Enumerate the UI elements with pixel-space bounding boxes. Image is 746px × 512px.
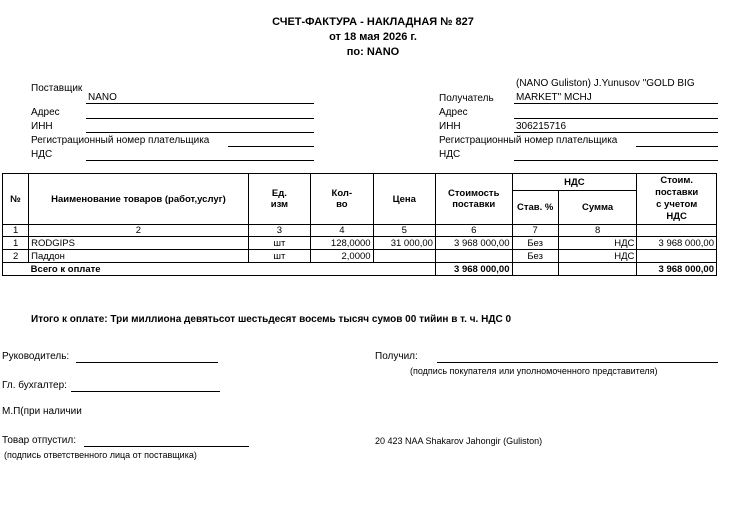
received-note: (подпись покупателя или уполномоченного представителя) — [410, 366, 658, 376]
items-table — [2, 173, 717, 276]
recipient-inn-underline — [514, 132, 718, 133]
agent-info: 20 423 NAA Shakarov Jahongir (Guliston) — [375, 436, 543, 446]
total-label: Всего к оплате — [29, 263, 436, 276]
header-price: Цена — [373, 174, 435, 225]
row-vat-sum: НДС — [558, 250, 637, 263]
recipient-vat-underline — [514, 160, 718, 161]
total-empty — [3, 263, 29, 276]
header-vat-sum: Сумма — [558, 191, 637, 225]
col-num — [637, 225, 717, 237]
received-line — [437, 362, 718, 363]
row-total: 3 968 000,00 — [637, 237, 717, 250]
recipient-inn-value: 306215716 — [516, 121, 567, 132]
supplier-address-underline — [86, 118, 314, 119]
col-num: 8 — [558, 225, 637, 237]
recipient-value-line1: (NANO Guliston) J.Yunusov "GOLD BIG — [516, 78, 695, 89]
recipient-reg-underline — [636, 146, 718, 147]
row-no: 1 — [3, 237, 29, 250]
total-amount: 3 968 000,00 — [637, 263, 717, 276]
header-name: Наименование товаров (работ,услуг) — [29, 174, 249, 225]
row-vat-rate: Без — [512, 250, 558, 263]
header-unit-line1: Ед. — [271, 188, 287, 199]
invoice-date: от 18 мая 2026 г. — [329, 31, 417, 43]
total-vat-rate — [512, 263, 558, 276]
row-qty: 128,0000 — [311, 237, 373, 250]
header-qty-line2: во — [336, 199, 348, 210]
header-qty-line1: Кол- — [331, 188, 353, 199]
header-unit — [248, 174, 310, 225]
released-line — [84, 446, 249, 447]
recipient-reg-label: Регистрационный номер плательщика — [439, 135, 618, 146]
col-num: 3 — [248, 225, 310, 237]
header-vat: НДС — [512, 174, 637, 191]
header-cost-line1: Стоимость — [448, 188, 500, 199]
stamp-label: М.П(при наличии — [2, 406, 82, 417]
supplier-vat-underline — [86, 160, 314, 161]
header-total-line4: НДС — [666, 211, 687, 222]
total-in-words: Итого к оплате: Три миллиона девятьсот шестьдесят восемь тысяч сумов 00 тийин в т. ч. НДС 0 — [31, 314, 512, 325]
invoice-title: СЧЕТ-ФАКТУРА - НАКЛАДНАЯ № 827 — [272, 16, 474, 28]
header-total-line1: Стоим. — [660, 175, 694, 186]
released-note: (подпись ответственного лица от поставщика) — [4, 450, 197, 460]
header-cost — [435, 174, 512, 225]
column-numbers-row — [3, 225, 717, 237]
accountant-line — [71, 391, 220, 392]
head-signature-line — [76, 362, 218, 363]
row-price: 31 000,00 — [373, 237, 435, 250]
supplier-reg-underline — [228, 146, 314, 147]
row-unit: шт — [248, 237, 310, 250]
supplier-reg-label: Регистрационный номер плательщика — [31, 135, 210, 146]
header-vat-rate: Став. % — [512, 191, 558, 225]
supplier-label: Поставщик — [31, 83, 83, 94]
recipient-vat-label: НДС — [439, 149, 461, 160]
col-num: 2 — [29, 225, 249, 237]
recipient-address-label: Адрес — [439, 107, 468, 118]
header-total — [637, 174, 717, 225]
supplier-inn-label: ИНН — [31, 121, 53, 132]
col-num: 5 — [373, 225, 435, 237]
table-row — [3, 250, 717, 263]
row-name: RODGIPS — [29, 237, 249, 250]
header-unit-line2: изм — [270, 199, 289, 210]
col-num: 7 — [512, 225, 558, 237]
header-cost-line2: поставки — [452, 199, 496, 210]
header-total-line2: поставки — [655, 187, 699, 198]
supplier-address-label: Адрес — [31, 107, 60, 118]
row-qty: 2,0000 — [311, 250, 373, 263]
total-row — [3, 263, 717, 276]
received-label: Получил: — [375, 351, 418, 362]
invoice-to: по: NANO — [346, 46, 400, 58]
recipient-value-line2: MARKET" MCHJ — [516, 92, 592, 103]
row-vat-rate: Без — [512, 237, 558, 250]
released-label: Товар отпустил: — [2, 435, 76, 446]
row-cost — [435, 250, 512, 263]
col-num: 1 — [3, 225, 29, 237]
supplier-underline — [86, 103, 314, 104]
col-num: 4 — [311, 225, 373, 237]
row-no: 2 — [3, 250, 29, 263]
header-no: № — [3, 174, 29, 225]
col-num: 6 — [435, 225, 512, 237]
recipient-underline — [514, 103, 718, 104]
row-name: Паддон — [29, 250, 249, 263]
recipient-inn-label: ИНН — [439, 121, 461, 132]
recipient-label: Получатель — [439, 93, 494, 104]
supplier-inn-underline — [86, 132, 314, 133]
row-vat-sum: НДС — [558, 237, 637, 250]
supplier-value: NANO — [88, 92, 117, 103]
accountant-label: Гл. бухгалтер: — [2, 380, 67, 391]
header-qty — [311, 174, 373, 225]
header-total-line3: с учетом — [656, 199, 698, 210]
total-cost: 3 968 000,00 — [435, 263, 512, 276]
row-price — [373, 250, 435, 263]
table-row — [3, 237, 717, 250]
row-cost: 3 968 000,00 — [435, 237, 512, 250]
head-signature-label: Руководитель: — [2, 351, 70, 362]
supplier-vat-label: НДС — [31, 149, 53, 160]
total-vat-sum — [558, 263, 637, 276]
row-unit: шт — [248, 250, 310, 263]
recipient-address-underline — [514, 118, 718, 119]
row-total — [637, 250, 717, 263]
